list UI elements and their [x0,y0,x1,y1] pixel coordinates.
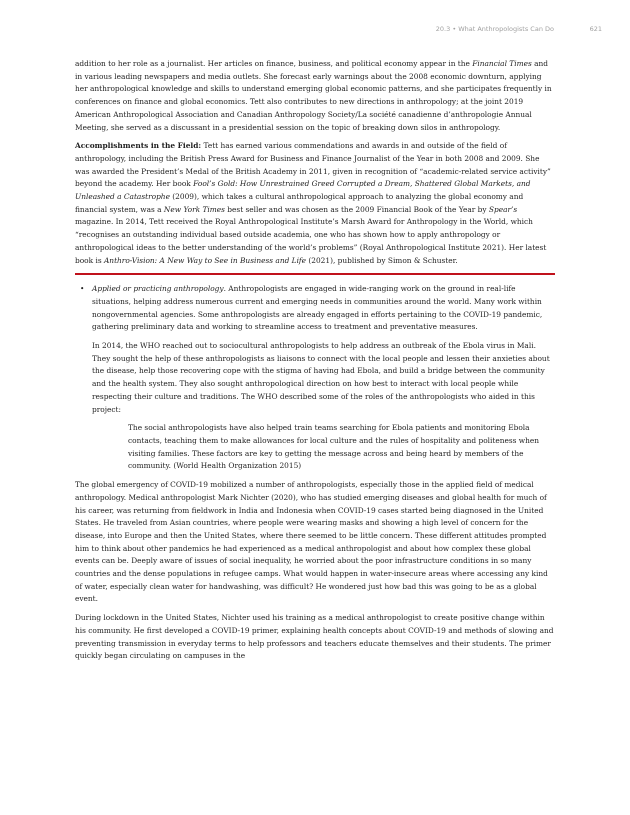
applied-anthropology-paragraph: Applied or practicing anthropology. Anthropologists are engaged in wide-ranging work on the ground in real-life situations, helping address numerous current and emerging needs in communities around the world. Many work within nongovernmental agencies. Some anthropologists are already engaged in efforts pertaining to the COVID-19 pandemic, gathering preliminary data and working to streamline access to treatment and preventative measures. [92,284,543,332]
covid-paragraph: The global emergency of COVID-19 mobilized a number of anthropologists, especially those in the applied field of medical anthropology. Medical anthropologist Mark Nichter (2020), who has studied emerging diseases and global health for much of his career, was returning from fieldwork in India and Indonesia when COVID-19 cases started being diagnosed in the United States. He traveled from Asian countries, where people were wearing masks and showing a high level of concern for the disease, into Europe and then the United States, where there seemed to be little concern. These different attitudes prompted him to think about other pandemics he had experienced as a medical anthropologist and about how complex these global events can be. Deeply aware of issues of social inequality, he worried about the poor infrastructure conditions in so many countries and the dense populations in refugee camps. What would happen in water-insecure areas where accessing any kind of water, especially clean water for handwashing, was difficult? He wondered just how bad this was going to be as a global event. [75,480,548,604]
accomplishments-heading: Accomplishments in the Field: [75,141,202,151]
page-content [75,58,555,663]
page-number: 621 [589,25,602,33]
bullet-term: Applied or practicing anthropology [92,284,224,294]
who-ebola-paragraph: In 2014, the WHO reached out to sociocultural anthropologists to help address an outbreak of the Ebola virus in Mali. They sought the help of these anthropologists as liaisons to connect with the local people and lessen their anxieties about the disease, help those recovering cope with the stigma of having had Ebola, and build a bridge between the community and the health system. They also sought anthropological direction on how best to interact with local people while respecting their culture and traditions. The WHO described some of the roles of the anthropologists who aided in this project: [92,341,550,414]
list-item [75,283,555,473]
feature-intro-paragraph: addition to her role as a journalist. Her articles on finance, business, and political economy appear in the Financial Times and in various leading newspapers and media outlets. She forecast early warnings about the 2008 economic downturn, applying her anthropological knowledge and skills to understand emerging global economic patterns, and she participates frequently in conferences on finance and global economics. Tett also contributes to new directions in anthropology; at the joint 2019 American Anthropological Association and Canadian Anthropology Society/La société canadienne d’anthropologie Annual Meeting, she served as a discussant in a presidential session on the topic of breaking down silos in anthropology. [75,59,552,132]
book-title: Fool’s Gold: How Unrestrained Greed Corrupted a Dream, Shattered Global Markets, and Unleashed a Catastrophe [75,179,531,202]
running-header [0,25,630,39]
accomplishments-paragraph: Accomplishments in the Field: Tett has earned various commendations and awards in and outside of the field of anthropology, including the British Press Award for Business and Finance Journalist of the Year in both 2008 and 2009. She was awarded the President’s Medal of the British Academy in 2011, given in recognition of “academic-related service activity” beyond the academy. Her book Fool’s Gold: How Unrestrained Greed Corrupted a Dream, Shattered Global Markets, and Unleashed a Catastrophe (2009), which takes a cultural anthropological approach to analyzing the global economy and financial system, was a New York Times best seller and was chosen as the 2009 Financial Book of the Year by Spear’s magazine. In 2014, Tett received the Royal Anthropological Institute’s Marsh Award for Anthropology in the World, which “recognises an outstanding individual based outside academia, one who has shown how to apply anthropology or anthropological ideas to the better understanding of the world’s problems” (Royal Anthropological Institute 2021). Her latest book is Anthro-Vision: A New Way to See in Business and Life (2021), published by Simon & Schuster. [75,141,551,265]
bullet-icon: • [80,284,85,294]
running-header-section: 20.3 • What Anthropologists Can Do [435,25,554,33]
lockdown-paragraph: During lockdown in the United States, Nichter used his training as a medical anthropologist to create positive change within his community. He first developed a COVID-19 primer, explaining health concepts about COVID-19 and methods of slowing and preventing transmission in everyday terms to help professors and teachers educate themselves and their students. The primer quickly began circulating on campuses in the [75,613,554,661]
block-quote [92,422,555,473]
block-quote-text: The social anthropologists have also helped train teams searching for Ebola patients and monitoring Ebola contacts, teaching them to make allowances for local culture and the rules of hospitality and politeness when visiting families. These factors are key to getting the message across and being heard by members of the community. (World Health Organization 2015) [128,423,540,471]
book-title: Anthro-Vision: A New Way to See in Business and Life [103,255,307,265]
feature-box-divider [75,273,555,275]
